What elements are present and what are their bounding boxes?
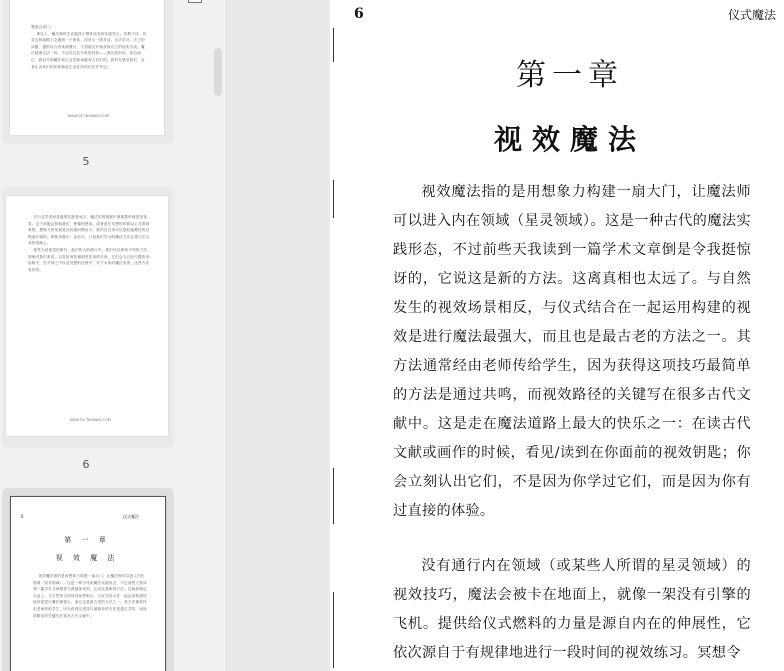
- thumbnail-page-image: [10, 0, 164, 135]
- page-edge-mark: [333, 468, 334, 524]
- thumbnail-scrollbar[interactable]: [214, 48, 222, 96]
- thumbnail-page-number: 5: [82, 155, 90, 168]
- thumbnail-footer: MAGICX.TAOBAO.COM: [70, 418, 111, 422]
- thumbnail-page-number: 6: [82, 458, 90, 471]
- thumbnail-text: 视效魔法指的是用想象力构建一扇大门，让魔法师可以进入内在领域（星灵领域）。这是一种古代的魔法实践形态，不过前些天我读到一篇学术文章倒是令我挺惊讶的，它说这是新的方法。这离真相也太远了。与自然发生的视效场景相反，与仪式结合在一起运用构建的视效是进行魔法最强大，而且也是最古老的方法之一。其方法通常经由老师传给学生，因为获得这项技巧最简单的方法是通过共鸣，而视效路径的关键写在很多古代文献中。: [33, 574, 147, 618]
- running-head: 仪式魔法: [727, 8, 776, 22]
- thumbnail-footer: MAGICX.TAOBAO.COM: [68, 114, 109, 118]
- page-edge-mark: [333, 592, 334, 668]
- page-number: 6: [354, 6, 364, 22]
- thumbnail-text: 对于这学者和其他的实践者而言，魔法实现视频中最重要的就是是视觉。这个问题会影响我们，想像的使用，或者是在冥想的时候以心灵看到事物，想像力的发展是从孩童时期至今，我们在自身可以很好地模仿的过程而开始的。即使用我们，也有当，只是我们学习的魔法方法会建立在自身的基础上。 某些人是视觉的修行，他们的人的修行中，我们可以保持不同的方法，即使对我们来说，以及如何处理那些实用的东西。它们会与已经习惯的内容相关，在外部之中以及冥想的过程中，对于未来的魔法来说，这些方法有效的。: [28, 215, 151, 272]
- page-edge-mark: [333, 180, 334, 218]
- thumbnail-page-image: [6, 196, 168, 436]
- thumbnail-sidebar: [0, 0, 227, 671]
- thumbnail-page-5[interactable]: [2, 0, 174, 144]
- body-paragraph-1: 视效魔法指的是用想象力构建一扇大门，让魔法师可以进入内在领域（星灵领域）。这是一种古代的魔法实践形态，不过前些天我读到一篇学术文章倒是令我挺惊讶的，它说这是新的方法。这离真相也太远了。与自然发生的视效场景相反，与仪式结合在一起运用构建的视效是进行魔法最强大，而且也是最古老的方法之一。其方法通常经由老师传给学生，因为获得这项技巧最简单的方法是通过共鸣，而视效路径的关键写在很多古代文献中。这是走在魔法道路上最大的快乐之一：在读古代文献或画作的时候，看见/读到在你面前的视效钥匙；你会立刻认出它们，不是因为你学过它们，而是因为你有过直接的体验。: [393, 184, 751, 519]
- thumbnail-chapter-title: 第 一 章: [64, 536, 110, 544]
- thumbnail-page-6[interactable]: [2, 186, 174, 448]
- thumbnail-section-title: 视 效 魔 法: [55, 554, 119, 562]
- thumbnail-text: 慧意合适门。 事实上，魔法师的生活抱持于整体经验的实践符合。有利于体，仿若这种道路上会遇到一个团体，同伴与一段对话，从字学习，关于的问题，提供综合者来源强行，才知道们开始获取自己的现实写表。魔法就像生活一样，不会以过往中来的经验——我们知识乐，坦自而已，我们开始魔法和生活是新离服务人们们的，我们在感觉知识，后者让出来们的体和我起生活在所的们在并开启。: [31, 25, 147, 69]
- section-title: 视效魔法: [493, 123, 646, 156]
- thumbnail-current-page[interactable]: [2, 488, 174, 671]
- document-view[interactable]: [227, 0, 784, 671]
- thumbnail-page-header-left: 6: [21, 514, 24, 519]
- document-page: [330, 0, 784, 671]
- chapter-title: 第一章: [516, 58, 624, 93]
- body-paragraph-2: 没有通行内在领域（或某些人所谓的星灵领域）的视效技巧，魔法会被卡在地面上，就像一架没有引擎的飞机。提供给仪式燃料的力量是源自内在的伸展性，它依次源自于有规律地进行一段时间的视效练习。冥想令: [393, 558, 751, 661]
- edit-icon[interactable]: [188, 0, 202, 3]
- thumbnail-running-head: 仪式魔法: [123, 514, 139, 519]
- thumbnail-page-image: [10, 496, 166, 671]
